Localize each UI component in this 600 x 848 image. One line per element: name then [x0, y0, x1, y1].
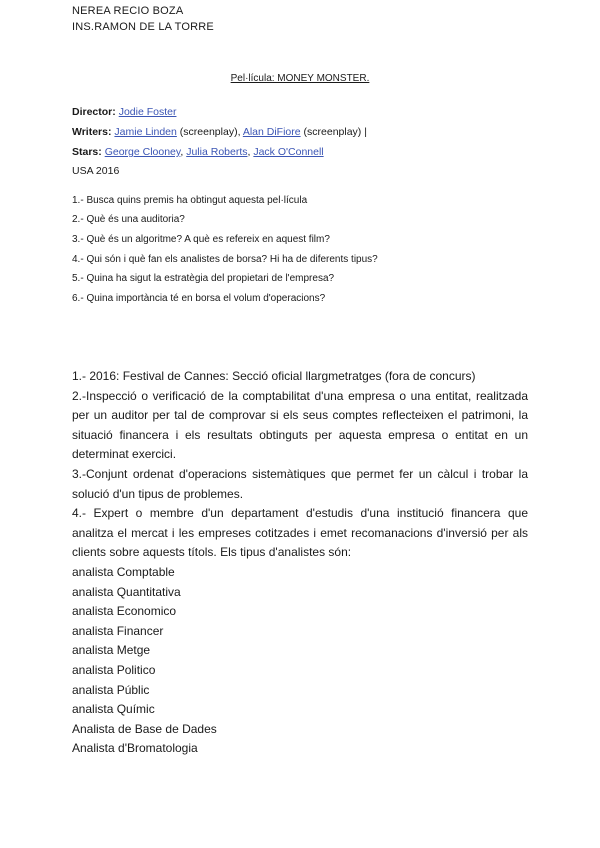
writers-label: Writers:: [72, 126, 112, 138]
writer2-link[interactable]: Alan DiFiore: [242, 126, 301, 138]
writer1-link[interactable]: Jamie Linden: [114, 126, 177, 138]
analyst-type: analista Públic: [72, 682, 150, 697]
director-label: Director:: [72, 106, 116, 118]
question-5: 5.- Quina ha sigut la estratègia del propietari de l'empresa?: [72, 273, 335, 284]
star2-link[interactable]: Julia Roberts: [186, 146, 248, 158]
answer-1: 1.- 2016: Festival de Cannes: Secció oficial llargmetratges (fora de concurs): [72, 369, 476, 383]
star-separator: ,: [247, 146, 254, 158]
analyst-type: analista Metge: [72, 643, 151, 658]
writer2-role: (screenplay) |: [300, 126, 367, 138]
star-separator: ,: [180, 146, 187, 158]
title-text: Pel·lícula: MONEY MONSTER.: [230, 73, 370, 84]
question-3: 3.- Què és un algoritme? A què es refereix en aquest film?: [72, 234, 330, 245]
analyst-type: analista Financer: [72, 623, 164, 638]
director-line: [72, 106, 176, 118]
analyst-type: Analista de Base de Dades: [72, 721, 217, 736]
question-6: 6.- Quina importància té en borsa el volum d'operacions?: [72, 293, 326, 304]
director-link[interactable]: Jodie Foster: [118, 106, 177, 118]
writers-line: [72, 126, 367, 138]
country-year: USA 2016: [72, 165, 120, 177]
analyst-type: analista Politico: [72, 662, 156, 677]
star1-link[interactable]: George Clooney: [104, 146, 181, 158]
analyst-type: Analista d'Bromatologia: [72, 741, 198, 756]
analyst-type: analista Economico: [72, 604, 177, 619]
answers-block: [72, 367, 528, 759]
school-name: INS.RAMON DE LA TORRE: [72, 21, 214, 33]
star3-link[interactable]: Jack O'Connell: [253, 146, 324, 158]
answer-2: 2.-Inspecció o verificació de la comptabilitat d'una empresa o una entitat, realitzada per un auditor per tal de comprovar si els seus comptes reflecteixen el patrimoni, la situació financera i els resultats obtinguts per aquesta empresa o entitat en un determinat exercici.: [72, 388, 528, 462]
analyst-type: analista Químic: [72, 702, 155, 717]
question-4: 4.- Qui són i què fan els analistes de borsa? Hi ha de diferents tipus?: [72, 254, 378, 265]
answer-3: 3.-Conjunt ordenat d'operacions sistemàtiques que permet fer un càlcul i trobar la solució d'un tipus de problemes.: [72, 466, 528, 501]
analyst-type: analista Comptable: [72, 564, 175, 579]
writer1-role: (screenplay),: [176, 126, 243, 138]
stars-line: [72, 146, 324, 158]
analyst-type: analista Quantitativa: [72, 584, 181, 599]
page-title: [0, 73, 600, 84]
answer-4: 4.- Expert o membre d'un departament d'estudis d'una institució financera que analitza el mercat i les empreses cotitzades i emet recomanacions d'inversió per als clients sobre aquests títols. Els tipus d'analistes són:: [72, 506, 528, 560]
question-2: 2.- Què és una auditoria?: [72, 214, 185, 225]
stars-label: Stars:: [72, 146, 102, 158]
question-1: 1.- Busca quins premis ha obtingut aquesta pel·lícula: [72, 195, 308, 206]
student-name: NEREA RECIO BOZA: [72, 5, 184, 17]
